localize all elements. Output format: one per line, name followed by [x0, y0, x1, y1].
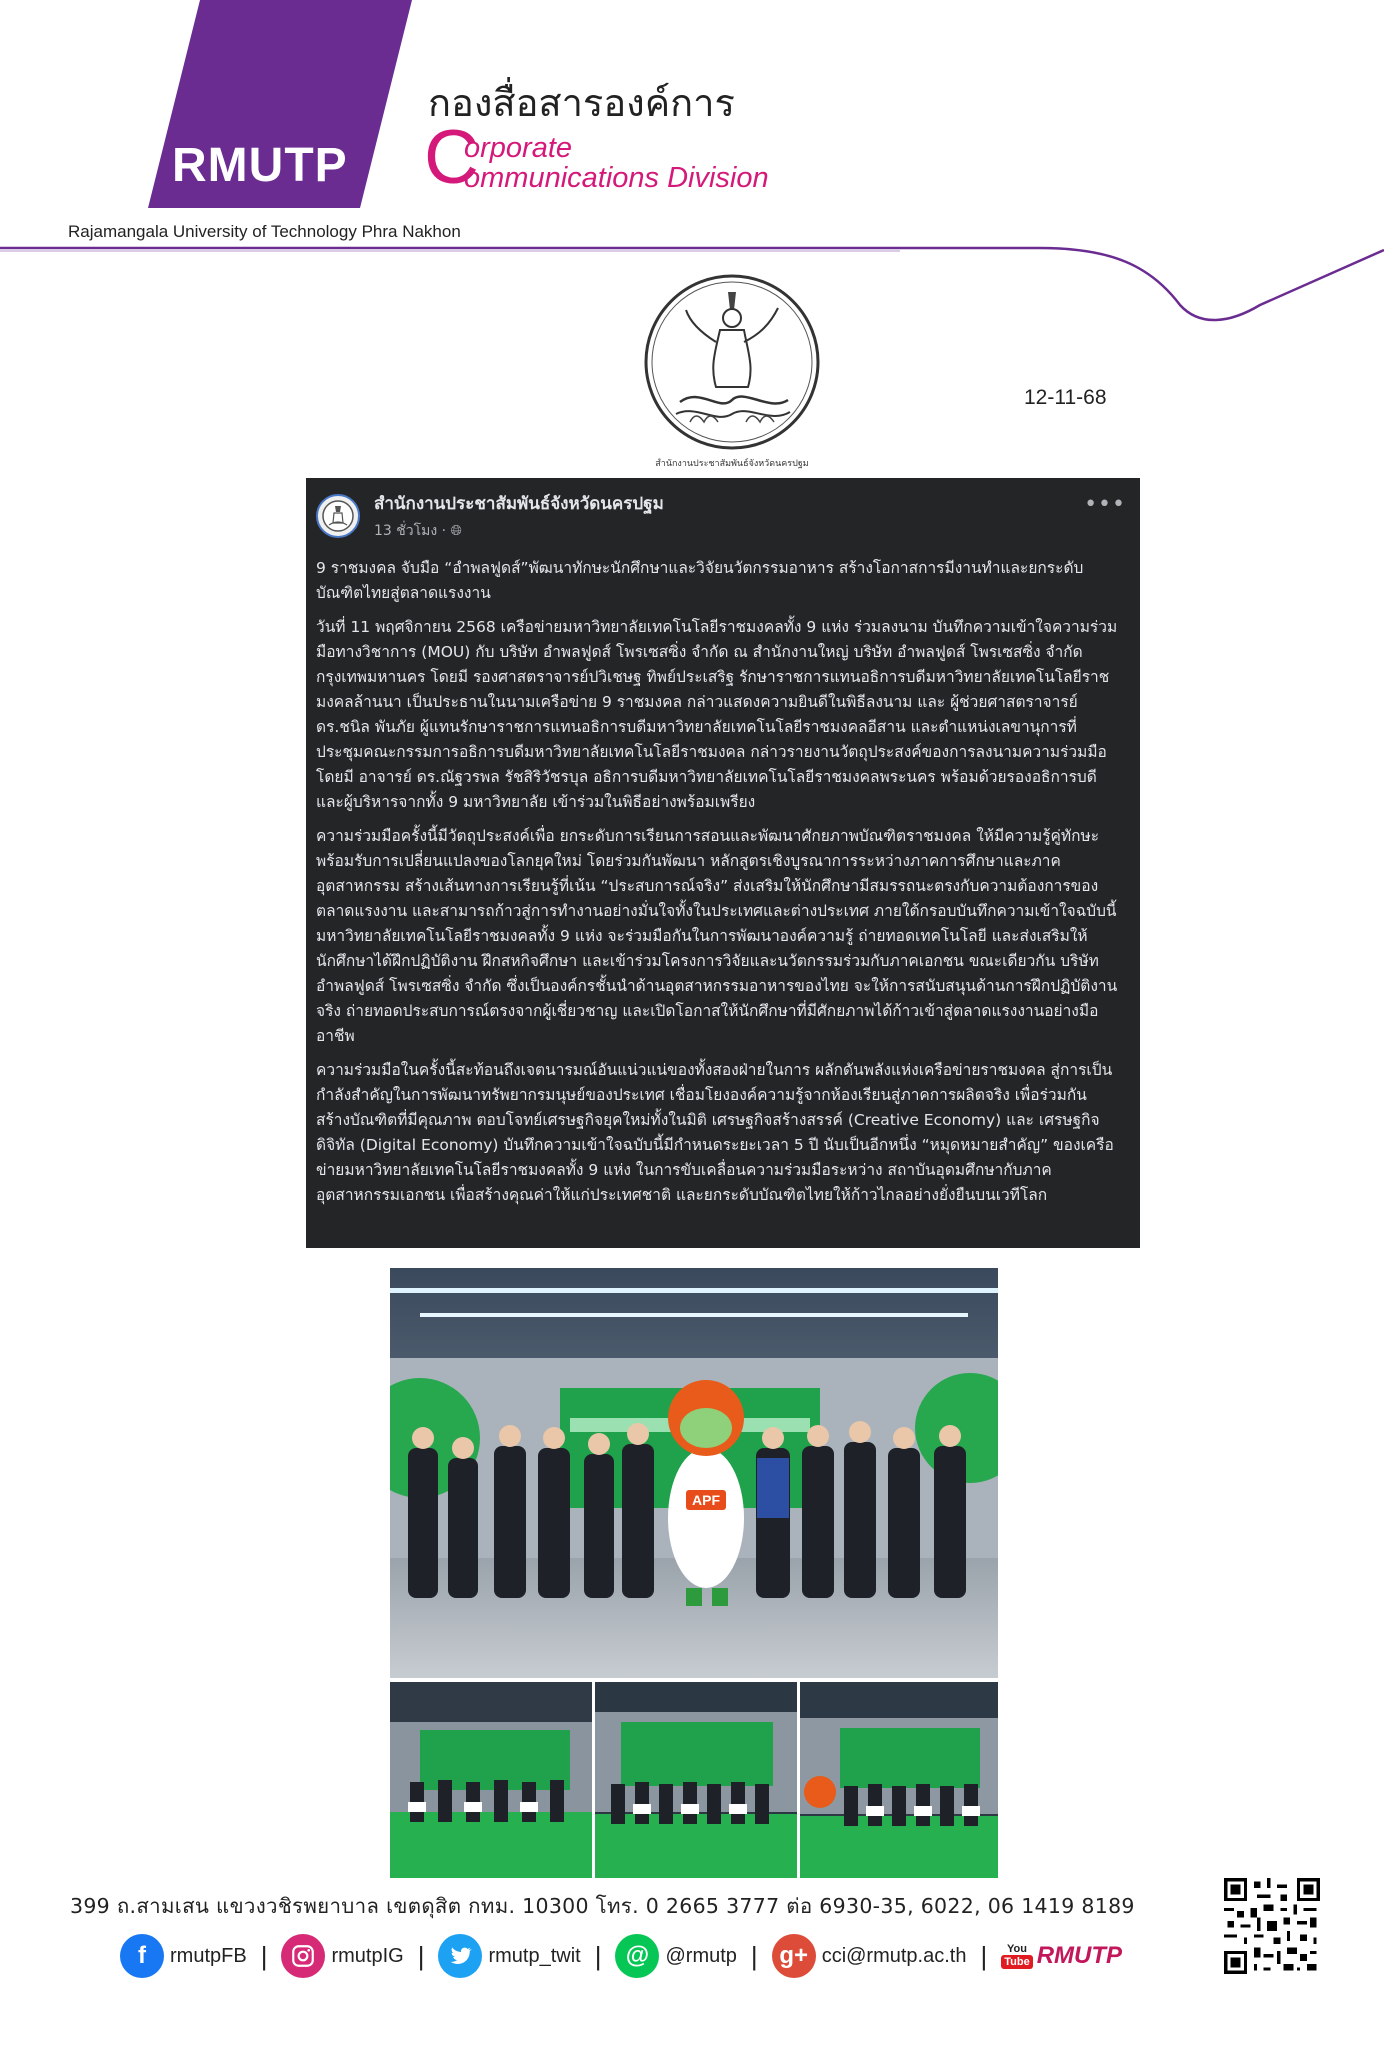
- line-at-icon: @: [615, 1934, 659, 1978]
- facebook-icon: f: [120, 1934, 164, 1978]
- youtube-tube: Tube: [1001, 1955, 1032, 1969]
- post-time-text: 13 ชั่วโมง ·: [374, 523, 447, 539]
- logo-text: RMUTP: [172, 139, 348, 192]
- post-paragraph: ความร่วมมือในครั้งนี้สะท้อนถึงเจตนารมณ์อันแน่วแน่ของทั้งสองฝ่ายในการ ผลักดันพลังแห่งเครือข่ายราชมงคล สู่การเป็นกำลังสำคัญในการพัฒนาทรัพยากรมนุษย์ของประเทศ เชื่อมโยงองค์ความรู้จากห้องเรียนสู่ภาคการผลิตจริง เพื่อร่วมกันสร้างบัณฑิตที่มีคุณภาพ ตอบโจทย์เศรษฐกิจยุคใหม่ทั้งในมิติ เศรษฐกิจสร้างสรรค์ (Creative Economy) และ เศรษฐกิจดิจิทัล (Digital Economy) บันทึกความเข้าใจฉบับนี้มีกำหนดระยะเวลา 5 ปี นับเป็นอีกหนึ่ง “หมุดหมายสำคัญ” ของเครือข่ายมหาวิทยาลัยเทคโนโลยีราชมงคลทั้ง 9 แห่ง ในการขับเคลื่อนความร่วมมือระหว่าง สถาบันอุดมศึกษากับภาคอุตสาหกรรมเอกชน เพื่อสร้างคุณค่าให้แก่ประเทศชาติ และยกระดับบัณฑิตไทยให้ก้าวไกลอย่างยั่งยืนบนเวทีโลก: [316, 1061, 1114, 1204]
- document-date: 12-11-68: [1024, 386, 1107, 409]
- facebook-handle: rmutpFB: [170, 1944, 247, 1967]
- globe-icon: 🌐︎: [450, 523, 462, 539]
- seal-emblem-icon: [620, 262, 844, 474]
- qr-code-icon[interactable]: [1224, 1878, 1320, 1974]
- line-link[interactable]: [615, 1934, 736, 1978]
- facebook-post-screenshot: [306, 478, 1140, 1248]
- group-photo: [390, 1268, 998, 1678]
- instagram-icon: [281, 1934, 325, 1978]
- seal-caption: สำนักงานประชาสัมพันธ์จังหวัดนครปฐม: [655, 459, 809, 469]
- email-link[interactable]: [772, 1934, 967, 1978]
- mascot-label: APF: [692, 1492, 720, 1508]
- post-body: [316, 556, 1124, 1208]
- youtube-channel: RMUTP: [1036, 1942, 1123, 1969]
- page-name[interactable]: สำนักงานประชาสัมพันธ์จังหวัดนครปฐม: [374, 494, 664, 514]
- youtube-link[interactable]: [1001, 1942, 1122, 1970]
- post-meta: [374, 490, 664, 542]
- signing-photo-1: [390, 1682, 592, 1878]
- twitter-handle: rmutp_twit: [488, 1944, 581, 1967]
- division-english-name: [424, 115, 844, 200]
- post-paragraph: วันที่ 11 พฤศจิกายน 2568 เครือข่ายมหาวิทยาลัยเทคโนโลยีราชมงคลทั้ง 9 แห่ง ร่วมลงนาม บันทึกความเข้าใจความร่วมมือทางวิชาการ (MOU) กับ บริษัท อำพลฟูดส์ โพรเซสซิ่ง จำกัด ณ สำนักงานใหญ่ บริษัท อำพลฟูดส์ โพรเซสซิ่ง จำกัด กรุงเทพมหานคร โดยมี รองศาสตราจารย์ปวิเชษฐ ทิพย์ประเสริฐ รักษาราชการแทนอธิการบดีมหาวิทยาลัยเทคโนโลยีราชมงคลล้านนา เป็นประธานในนามเครือข่าย 9 ราชมงคล กล่าวแสดงความยินดีในพิธีลงนาม และ ผู้ช่วยศาสตราจารย์ ดร.ชนิล พันภัย ผู้แทนรักษาราชการแทนอธิการบดีมหาวิทยาลัยเทคโนโลยีราชมงคลอีสาน และตำแหน่งเลขานุการที่ประชุมคณะกรรมการอธิการบดีมหาวิทยาลัยเทคโนโลยีราชมงคล กล่าวรายงานวัตถุประสงค์ของการลงนามความร่วมมือ โดยมี อาจารย์ ดร.ณัฐวรพล รัชสิริวัชรบุล อธิการบดีมหาวิทยาลัยเทคโนโลยีราชมงคลพระนคร พร้อมด้วยรองอธิการบดีและผู้บริหารจากทั้ง 9 มหาวิทยาลัย เข้าร่วมในพิธีอย่างพร้อมเพรียง: [316, 618, 1118, 811]
- twitter-bird-icon: [438, 1934, 482, 1978]
- signing-photo-3: [800, 1682, 998, 1878]
- post-header: [316, 490, 1124, 542]
- signing-photo-1-image: [390, 1682, 592, 1878]
- post-paragraph: ความร่วมมือครั้งนี้มีวัตถุประสงค์เพื่อ ยกระดับการเรียนการสอนและพัฒนาศักยภาพบัณฑิตราชมงคล ให้มีความรู้คู่ทักษะ พร้อมรับการเปลี่ยนแปลงของโลกยุคใหม่ โดยร่วมกันพัฒนา หลักสูตรเชิงบูรณาการระหว่างภาคการศึกษาและภาคอุตสาหกรรม สร้างเส้นทางการเรียนรู้ที่เน้น “ประสบการณ์จริง” ส่งเสริมให้นักศึกษามีสมรรถนะตรงกับความต้องการของตลาดแรงงาน และสามารถก้าวสู่การทำงานอย่างมั่นใจทั้งในประเทศและต่างประเทศ ภายใต้กรอบบันทึกความเข้าใจฉบับนี้ มหาวิทยาลัยเทคโนโลยีราชมงคลทั้ง 9 แห่ง จะร่วมมือกันในการพัฒนาองค์ความรู้ ถ่ายทอดเทคโนโลยี และส่งเสริมให้นักศึกษาได้ฝึกปฏิบัติงาน ฝึกสหกิจศึกษา และเข้าร่วมโครงการวิจัยและนวัตกรรมร่วมกับภาคเอกชน ขณะเดียวกัน บริษัท อำพลฟูดส์ โพรเซสซิ่ง จำกัด ซึ่งเป็นองค์กรชั้นนำด้านอุตสาหกรรมอาหารของไทย จะให้การสนับสนุนด้านการฝึกปฏิบัติงานจริง ถ่ายทอดประสบการณ์ตรงจากผู้เชี่ยวชาญ และเปิดโอกาสให้นักศึกษาที่มีศักยภาพได้ก้าวเข้าสู่ตลาดแรงงานอย่างมืออาชีพ: [316, 827, 1118, 1045]
- more-options-icon[interactable]: •••: [1084, 492, 1126, 517]
- social-links: [120, 1932, 1122, 1980]
- facebook-link[interactable]: [120, 1934, 247, 1978]
- division-thai-name: กองสื่อสารองค์การ: [428, 81, 735, 125]
- separator: |: [260, 1940, 268, 1971]
- email-address: cci@rmutp.ac.th: [821, 1944, 967, 1967]
- youtube-you: You: [1007, 1943, 1027, 1955]
- signing-photo-2-image: [595, 1682, 797, 1878]
- signing-photo-2: [595, 1682, 797, 1878]
- youtube-icon: [1001, 1943, 1032, 1969]
- separator: |: [594, 1940, 602, 1971]
- division-line1: orporate: [464, 132, 573, 164]
- separator: |: [980, 1940, 988, 1971]
- separator: |: [417, 1940, 425, 1971]
- instagram-handle: rmutpIG: [331, 1944, 404, 1967]
- google-plus-icon: g+: [772, 1934, 816, 1978]
- provincial-pr-seal: [620, 262, 844, 474]
- instagram-link[interactable]: [281, 1934, 403, 1978]
- university-name: Rajamangala University of Technology Phra Nakhon: [68, 222, 461, 241]
- seal-avatar-icon: [321, 499, 355, 533]
- line-handle: @rmutp: [665, 1944, 737, 1967]
- signing-photo-3-image: [800, 1682, 998, 1878]
- post-time: [374, 520, 664, 542]
- post-headline: 9 ราชมงคล จับมือ “อำพลฟูดส์”พัฒนาทักษะนักศึกษาและวิจัยนวัตกรรมอาหาร สร้างโอกาสการมีงานทำและยกระดับบัณฑิตไทยสู่ตลาดแรงงาน: [316, 559, 1084, 602]
- division-initial: C: [424, 115, 479, 200]
- page-avatar[interactable]: [316, 494, 360, 538]
- group-photo-image: [390, 1268, 998, 1678]
- separator: |: [750, 1940, 758, 1971]
- division-line2: ommunications Division: [464, 162, 769, 194]
- footer-address: 399 ถ.สามเสน แขวงวชิรพยาบาล เขตดุสิต กทม. 10300 โทร. 0 2665 3777 ต่อ 6930-35, 6022, 06 1419 8189: [70, 1894, 1135, 1918]
- twitter-link[interactable]: [438, 1934, 580, 1978]
